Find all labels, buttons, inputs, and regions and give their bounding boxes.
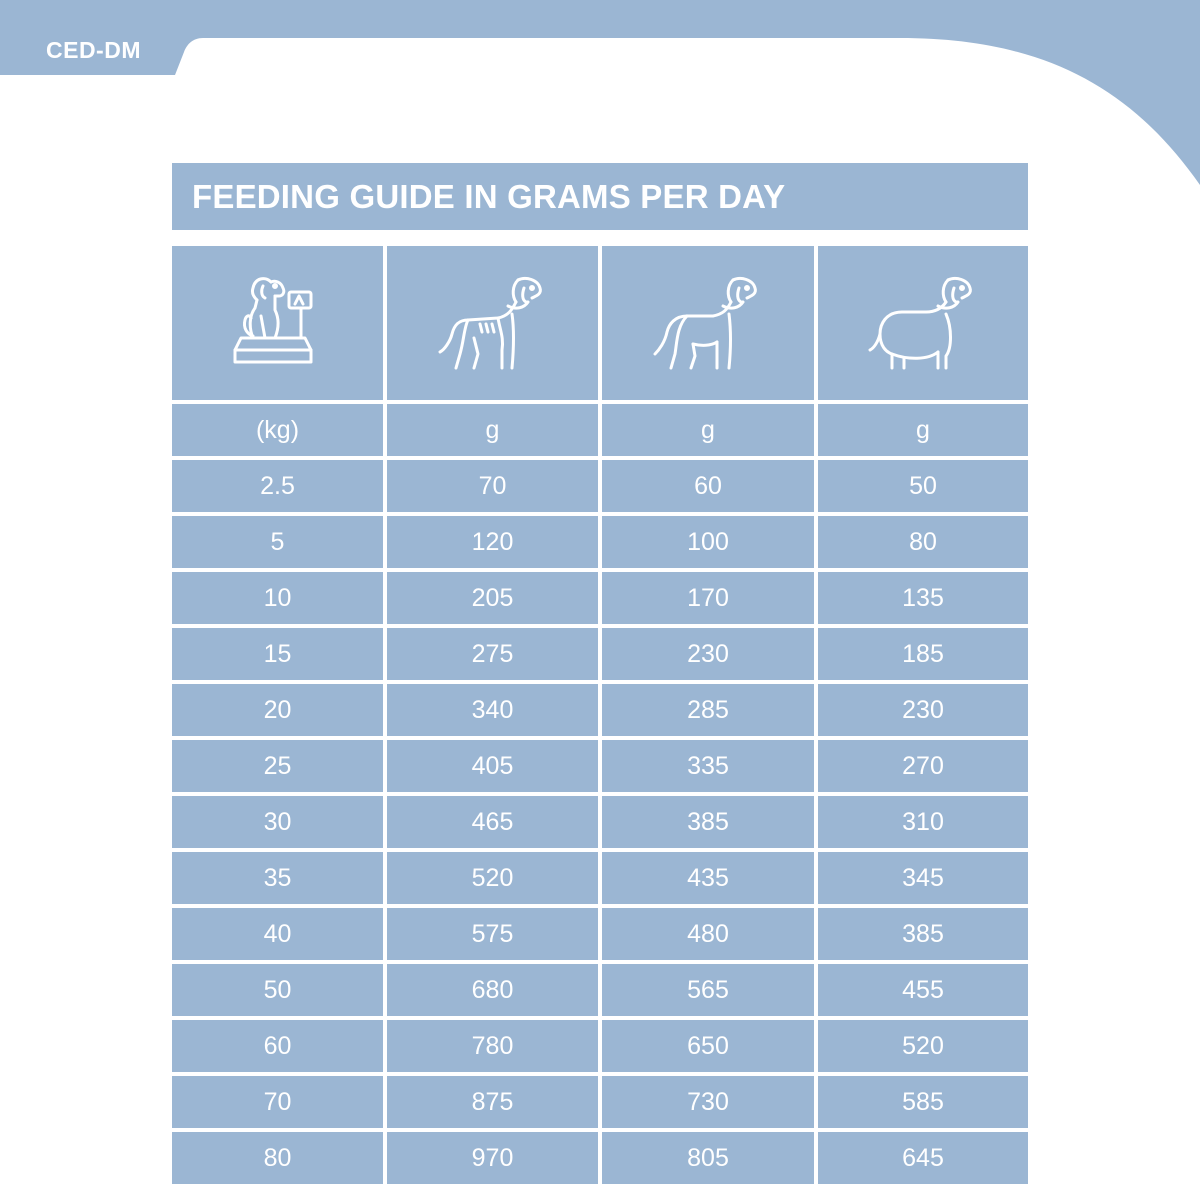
weight-kg-cell: 20: [172, 684, 383, 736]
ideal-grams-cell: 100: [602, 516, 814, 568]
header-icon-cell: [602, 246, 814, 400]
ideal-grams-cell: 565: [602, 964, 814, 1016]
overweight-grams-cell: 270: [818, 740, 1028, 792]
ideal-grams-cell: 805: [602, 1132, 814, 1184]
ideal-grams-cell: 730: [602, 1076, 814, 1128]
overweight-grams-cell: 645: [818, 1132, 1028, 1184]
table-title: FEEDING GUIDE IN GRAMS PER DAY: [172, 163, 1028, 230]
header-icon-cell: [387, 246, 598, 400]
weight-kg-cell: 10: [172, 572, 383, 624]
overweight-grams-cell: 385: [818, 908, 1028, 960]
overweight-grams-cell: 310: [818, 796, 1028, 848]
header-icon-cell: [818, 246, 1028, 400]
slim-grams-cell: 120: [387, 516, 598, 568]
overweight-grams-cell: 185: [818, 628, 1028, 680]
ideal-grams-cell: 335: [602, 740, 814, 792]
overweight-grams-cell: 135: [818, 572, 1028, 624]
slim-grams-cell: 340: [387, 684, 598, 736]
slim-grams-cell: 465: [387, 796, 598, 848]
ideal-grams-cell: 170: [602, 572, 814, 624]
weight-kg-cell: 30: [172, 796, 383, 848]
slim-grams-cell: 875: [387, 1076, 598, 1128]
overweight-grams-cell: 50: [818, 460, 1028, 512]
ideal-weight-dog-icon: [643, 258, 773, 388]
feeding-table: [172, 246, 1028, 1184]
weight-kg-cell: 60: [172, 1020, 383, 1072]
slim-grams-cell: 970: [387, 1132, 598, 1184]
ideal-grams-cell: 230: [602, 628, 814, 680]
slim-grams-cell: 520: [387, 852, 598, 904]
slim-grams-cell: 405: [387, 740, 598, 792]
weight-kg-cell: 80: [172, 1132, 383, 1184]
slim-grams-cell: 680: [387, 964, 598, 1016]
ideal-grams-cell: 435: [602, 852, 814, 904]
weight-kg-cell: 2.5: [172, 460, 383, 512]
weight-kg-cell: 25: [172, 740, 383, 792]
weight-kg-cell: 50: [172, 964, 383, 1016]
overweight-grams-cell: 520: [818, 1020, 1028, 1072]
overweight-dog-icon: [858, 258, 988, 388]
unit-cell-overweight: g: [818, 404, 1028, 456]
slim-grams-cell: 205: [387, 572, 598, 624]
weight-kg-cell: 70: [172, 1076, 383, 1128]
slim-grams-cell: 575: [387, 908, 598, 960]
overweight-grams-cell: 455: [818, 964, 1028, 1016]
ideal-grams-cell: 285: [602, 684, 814, 736]
ideal-grams-cell: 650: [602, 1020, 814, 1072]
slim-dog-icon: [428, 258, 558, 388]
overweight-grams-cell: 585: [818, 1076, 1028, 1128]
slim-grams-cell: 780: [387, 1020, 598, 1072]
ideal-grams-cell: 480: [602, 908, 814, 960]
unit-cell-weight: (kg): [172, 404, 383, 456]
overweight-grams-cell: 345: [818, 852, 1028, 904]
unit-cell-slim: g: [387, 404, 598, 456]
overweight-grams-cell: 230: [818, 684, 1028, 736]
unit-cell-ideal: g: [602, 404, 814, 456]
weight-kg-cell: 5: [172, 516, 383, 568]
slim-grams-cell: 275: [387, 628, 598, 680]
brand-label: CED-DM: [46, 37, 141, 63]
ideal-grams-cell: 385: [602, 796, 814, 848]
header-icon-cell: [172, 246, 383, 400]
weight-kg-cell: 35: [172, 852, 383, 904]
slim-grams-cell: 70: [387, 460, 598, 512]
weight-kg-cell: 40: [172, 908, 383, 960]
overweight-grams-cell: 80: [818, 516, 1028, 568]
ideal-grams-cell: 60: [602, 460, 814, 512]
dog-on-scale-icon: [213, 258, 343, 388]
weight-kg-cell: 15: [172, 628, 383, 680]
